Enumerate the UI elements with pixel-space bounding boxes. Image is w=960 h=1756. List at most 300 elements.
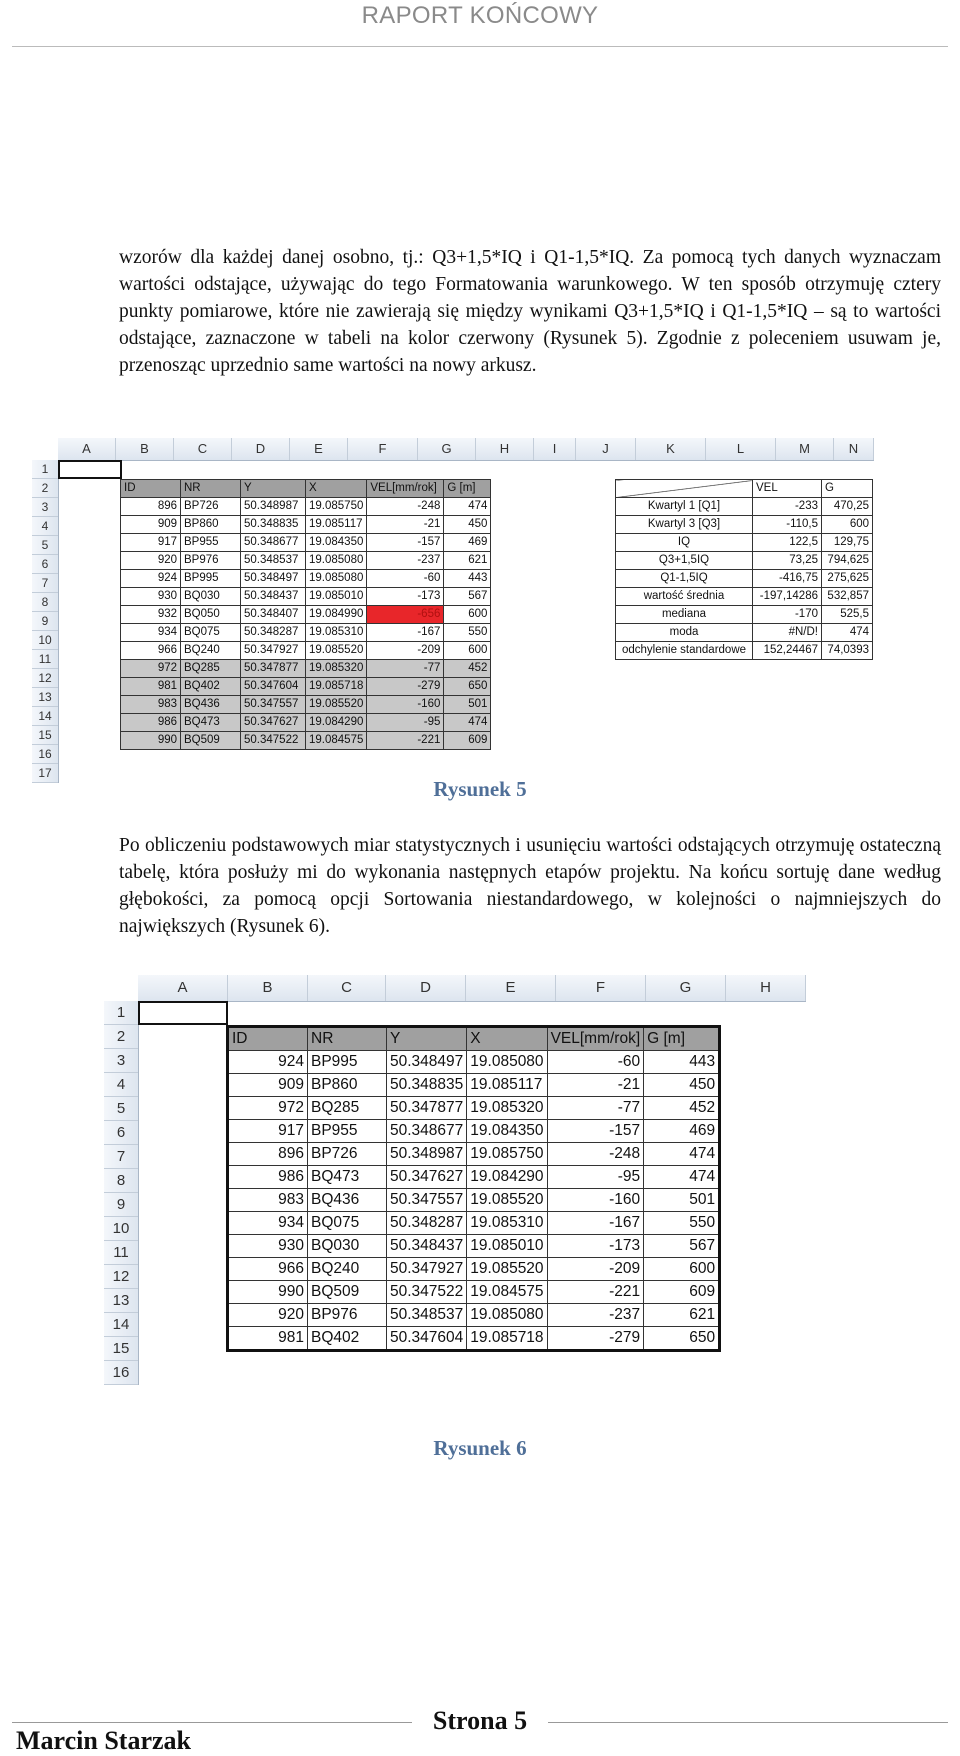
table-row	[228, 1304, 720, 1327]
cell: BQ436	[181, 696, 241, 714]
row-header: 4	[104, 1073, 138, 1097]
cell: 452	[444, 660, 491, 678]
cell: BQ473	[308, 1166, 387, 1189]
stats-cell: odchylenie standardowe	[616, 642, 753, 660]
stats-cell: 470,25	[822, 498, 873, 516]
stats-cell: 600	[822, 516, 873, 534]
cell: 909	[121, 516, 181, 534]
cell: 474	[444, 498, 491, 516]
column-headers	[138, 975, 806, 1002]
cell: 50.347557	[387, 1189, 467, 1212]
row-header: 17	[32, 764, 58, 783]
cell: 19.085520	[467, 1189, 547, 1212]
stats-cell: wartość średnia	[616, 588, 753, 606]
cell: 50.347627	[241, 714, 306, 732]
row-header: 13	[32, 688, 58, 707]
stats-cell: 532,857	[822, 588, 873, 606]
table-row	[228, 1189, 720, 1212]
table-row	[228, 1258, 720, 1281]
cell: 19.084290	[306, 714, 367, 732]
table-row	[228, 1235, 720, 1258]
stats-row	[616, 642, 873, 660]
cell: 50.348537	[387, 1304, 467, 1327]
cell: 600	[444, 642, 491, 660]
table-row	[121, 732, 491, 750]
cell: -173	[547, 1235, 644, 1258]
cell: -221	[367, 732, 444, 750]
cell: 934	[228, 1212, 308, 1235]
header-cell: X	[306, 480, 367, 498]
cell: 986	[121, 714, 181, 732]
cell: 19.085310	[306, 624, 367, 642]
table-row	[228, 1074, 720, 1097]
cell: BP995	[181, 570, 241, 588]
cell: BQ050	[181, 606, 241, 624]
header-cell: Y	[241, 480, 306, 498]
table-row	[228, 1120, 720, 1143]
header-cell: ID	[228, 1027, 308, 1051]
cell: BP860	[181, 516, 241, 534]
header-cell: NR	[181, 480, 241, 498]
header-cell: VEL[mm/rok]	[547, 1027, 644, 1051]
cell: 450	[444, 516, 491, 534]
cell: 896	[228, 1143, 308, 1166]
header-cell: Y	[387, 1027, 467, 1051]
cell: 450	[644, 1074, 720, 1097]
cell: 621	[444, 552, 491, 570]
table-row	[228, 1097, 720, 1120]
cell: BQ030	[181, 588, 241, 606]
cell: -248	[547, 1143, 644, 1166]
intro-paragraph: wzorów dla każdej danej osobno, tj.: Q3+1,5*IQ i Q1-1,5*IQ. Za pomocą tych danych wyznaczam wartości odstające, używając do tego Formatowania warunkowego. W ten sposób otrzymuję cztery punkty pomiarowe, które nie zawierają się między wynikami Q3+1,5*IQ i Q1-1,5*IQ – są to wartości odstające, zaznaczone w tabeli na kolor czerwony (Rysunek 5). Zgodnie z poleceniem usuwam je, przenosząc uprzednio same wartości na nowy arkusz.	[119, 247, 941, 376]
cell: 19.085750	[467, 1143, 547, 1166]
cell: 930	[121, 588, 181, 606]
table-row	[228, 1051, 720, 1074]
cell: BQ402	[308, 1327, 387, 1351]
figure-6-caption: Rysunek 6	[433, 1436, 527, 1460]
cell: -237	[547, 1304, 644, 1327]
stats-header-cell: G	[822, 480, 873, 498]
cell: 19.085520	[467, 1258, 547, 1281]
cell: -60	[367, 570, 444, 588]
header-cell: G [m]	[444, 480, 491, 498]
cell: 983	[121, 696, 181, 714]
cell: -77	[547, 1097, 644, 1120]
cell: 567	[644, 1235, 720, 1258]
row-header: 6	[32, 555, 58, 574]
stats-cell: 73,25	[753, 552, 822, 570]
table-row	[228, 1327, 720, 1351]
cell: 474	[644, 1143, 720, 1166]
cell: BQ240	[181, 642, 241, 660]
row-header: 3	[32, 498, 58, 517]
table-row	[121, 534, 491, 552]
cell: -279	[367, 678, 444, 696]
cell: -160	[547, 1189, 644, 1212]
cell: BQ436	[308, 1189, 387, 1212]
cell: 19.085320	[467, 1097, 547, 1120]
stats-cell: -110,5	[753, 516, 822, 534]
row-header: 16	[32, 745, 58, 764]
table-row	[121, 624, 491, 642]
cell: BP976	[308, 1304, 387, 1327]
column-header: E	[290, 438, 348, 460]
row-header: 15	[104, 1337, 138, 1361]
stats-cell: Kwartyl 3 [Q3]	[616, 516, 753, 534]
cell: 50.348835	[387, 1074, 467, 1097]
row-header: 2	[104, 1025, 138, 1049]
cell: 443	[644, 1051, 720, 1074]
cell: -173	[367, 588, 444, 606]
cell: 621	[644, 1304, 720, 1327]
cell: 19.085718	[467, 1327, 547, 1351]
row-header: 7	[104, 1145, 138, 1169]
page-number: Strona 5	[432, 1706, 528, 1735]
selected-cell[interactable]	[138, 1001, 228, 1025]
row-header: 11	[32, 650, 58, 669]
row-header: 14	[104, 1313, 138, 1337]
cell: -21	[367, 516, 444, 534]
cell: 990	[228, 1281, 308, 1304]
cell: 474	[644, 1166, 720, 1189]
table-row	[121, 714, 491, 732]
cell: 909	[228, 1074, 308, 1097]
cell: 50.347627	[387, 1166, 467, 1189]
cell: 50.347877	[387, 1097, 467, 1120]
header-title: RAPORT KOŃCOWY	[361, 2, 599, 29]
cell: -167	[367, 624, 444, 642]
cell: 50.348287	[387, 1212, 467, 1235]
table-header-row	[121, 480, 491, 498]
table-row	[121, 606, 491, 624]
cell: 650	[444, 678, 491, 696]
row-header: 14	[32, 707, 58, 726]
cell: -157	[547, 1120, 644, 1143]
stats-cell: 122,5	[753, 534, 822, 552]
table-row	[228, 1212, 720, 1235]
cell: -167	[547, 1212, 644, 1235]
header-cell: X	[467, 1027, 547, 1051]
cell: 50.348987	[241, 498, 306, 516]
column-header: A	[58, 438, 116, 460]
cell: -209	[547, 1258, 644, 1281]
cell: 983	[228, 1189, 308, 1212]
cell: 50.348407	[241, 606, 306, 624]
column-header: H	[476, 438, 534, 460]
cell: 19.085117	[306, 516, 367, 534]
table-row	[121, 642, 491, 660]
stats-row	[616, 588, 873, 606]
stats-cell: #N/D!	[753, 624, 822, 642]
stats-cell: mediana	[616, 606, 753, 624]
header-cell: VEL[mm/rok]	[367, 480, 444, 498]
cell: 50.348835	[241, 516, 306, 534]
row-header: 12	[32, 669, 58, 688]
cell: 609	[444, 732, 491, 750]
row-header: 15	[32, 726, 58, 745]
table-row	[121, 660, 491, 678]
stats-row	[616, 570, 873, 588]
header-cell: NR	[308, 1027, 387, 1051]
row-header: 12	[104, 1265, 138, 1289]
cell: 567	[444, 588, 491, 606]
table-row	[121, 516, 491, 534]
cell: 50.347877	[241, 660, 306, 678]
row-headers	[104, 1001, 139, 1385]
cell: BP955	[308, 1120, 387, 1143]
column-header: F	[348, 438, 418, 460]
cell: 474	[444, 714, 491, 732]
cell: 920	[228, 1304, 308, 1327]
cell: 50.347604	[387, 1327, 467, 1351]
column-header: D	[386, 975, 466, 1001]
cell: 609	[644, 1281, 720, 1304]
cell: -221	[547, 1281, 644, 1304]
cell: -279	[547, 1327, 644, 1351]
cell: BQ075	[308, 1212, 387, 1235]
header-cell: G [m]	[644, 1027, 720, 1051]
cell: 600	[644, 1258, 720, 1281]
column-header: D	[232, 438, 290, 460]
cell: -160	[367, 696, 444, 714]
cell: 501	[644, 1189, 720, 1212]
row-header: 2	[32, 479, 58, 498]
column-header: M	[776, 438, 834, 460]
table-row	[121, 552, 491, 570]
cell: 443	[444, 570, 491, 588]
stats-cell: -416,75	[753, 570, 822, 588]
cell: 19.085080	[467, 1304, 547, 1327]
stats-header-row	[616, 480, 873, 498]
stats-row	[616, 516, 873, 534]
cell: 19.085080	[306, 570, 367, 588]
cell: 19.085718	[306, 678, 367, 696]
row-header: 13	[104, 1289, 138, 1313]
cell: 50.348497	[241, 570, 306, 588]
cell: 50.348437	[387, 1235, 467, 1258]
cell: -95	[367, 714, 444, 732]
row-header: 10	[104, 1217, 138, 1241]
cell: 924	[228, 1051, 308, 1074]
cell: 19.085080	[467, 1051, 547, 1074]
cell: 50.347604	[241, 678, 306, 696]
cell: 19.085010	[306, 588, 367, 606]
column-header: K	[636, 438, 706, 460]
row-header: 11	[104, 1241, 138, 1265]
stats-cell: 74,0393	[822, 642, 873, 660]
table-row	[228, 1281, 720, 1304]
column-header: I	[534, 438, 576, 460]
cell: BP955	[181, 534, 241, 552]
cell: BP726	[308, 1143, 387, 1166]
cell: BQ075	[181, 624, 241, 642]
cell: 19.085520	[306, 696, 367, 714]
cell: 966	[121, 642, 181, 660]
cell: 981	[121, 678, 181, 696]
cell: 19.084290	[467, 1166, 547, 1189]
cell: 50.347927	[387, 1258, 467, 1281]
cell: 986	[228, 1166, 308, 1189]
cell: BQ473	[181, 714, 241, 732]
table-row	[121, 588, 491, 606]
cell: 19.084350	[306, 534, 367, 552]
row-header: 5	[32, 536, 58, 555]
cell: 19.085520	[306, 642, 367, 660]
table-row	[121, 570, 491, 588]
cell: -157	[367, 534, 444, 552]
stats-cell: 794,625	[822, 552, 873, 570]
cell: 550	[644, 1212, 720, 1235]
row-headers	[32, 460, 59, 783]
stats-row	[616, 606, 873, 624]
spreadsheet-figure-6	[104, 975, 864, 1380]
cell: BP976	[181, 552, 241, 570]
cell: 50.347522	[387, 1281, 467, 1304]
stats-cell: -233	[753, 498, 822, 516]
cell: 50.348677	[387, 1120, 467, 1143]
stats-cell: 129,75	[822, 534, 873, 552]
stats-cell: 474	[822, 624, 873, 642]
cell: 50.348537	[241, 552, 306, 570]
cell: 934	[121, 624, 181, 642]
cell: 452	[644, 1097, 720, 1120]
column-header: H	[726, 975, 806, 1001]
table-row	[121, 498, 491, 516]
cell: 924	[121, 570, 181, 588]
cell: 501	[444, 696, 491, 714]
cell: 930	[228, 1235, 308, 1258]
cell: BQ285	[181, 660, 241, 678]
row-header: 9	[32, 612, 58, 631]
cell: BQ030	[308, 1235, 387, 1258]
stats-header-cell: VEL	[753, 480, 822, 498]
cell: -656	[367, 606, 444, 624]
column-header: J	[576, 438, 636, 460]
cell: BP860	[308, 1074, 387, 1097]
cell: BQ285	[308, 1097, 387, 1120]
cell: 932	[121, 606, 181, 624]
cell: 19.085310	[467, 1212, 547, 1235]
cell: 50.348287	[241, 624, 306, 642]
stats-cell: 152,24467	[753, 642, 822, 660]
cell: 972	[121, 660, 181, 678]
cell: 650	[644, 1327, 720, 1351]
row-header: 4	[32, 517, 58, 536]
cell: 19.085080	[306, 552, 367, 570]
column-header: F	[556, 975, 646, 1001]
cell: 19.085117	[467, 1074, 547, 1097]
stats-cell: Q3+1,5IQ	[616, 552, 753, 570]
column-header: N	[834, 438, 874, 460]
column-header: C	[174, 438, 232, 460]
cell: BP995	[308, 1051, 387, 1074]
cell: -248	[367, 498, 444, 516]
stats-cell: Kwartyl 1 [Q1]	[616, 498, 753, 516]
selected-cell[interactable]	[58, 460, 122, 479]
cell: 19.085010	[467, 1235, 547, 1258]
column-headers	[58, 438, 874, 461]
cell: 469	[444, 534, 491, 552]
cell: 50.347927	[241, 642, 306, 660]
data-table	[120, 479, 491, 750]
row-header: 7	[32, 574, 58, 593]
column-header: B	[228, 975, 308, 1001]
row-header: 5	[104, 1097, 138, 1121]
cell: 990	[121, 732, 181, 750]
middle-paragraph: Po obliczeniu podstawowych miar statystycznych i usunięciu wartości odstających otrzymuję ostateczną tabelę, która posłuży mi do wykonania następnych etapów projektu. Na końcu sortuję dane według głębokości, za pomocą opcji Sortowania niestandardowego, w kolejności o najmniejszych do największych (Rysunek 6).	[119, 835, 941, 937]
cell: 50.348437	[241, 588, 306, 606]
table-row	[228, 1143, 720, 1166]
cell: 50.348677	[241, 534, 306, 552]
column-header: E	[466, 975, 556, 1001]
cell: 19.085320	[306, 660, 367, 678]
column-header: B	[116, 438, 174, 460]
author-name: Marcin Starzak	[16, 1726, 191, 1755]
row-header: 10	[32, 631, 58, 650]
table-header-row	[228, 1027, 720, 1051]
cell: 550	[444, 624, 491, 642]
stats-cell: 275,625	[822, 570, 873, 588]
stats-cell: moda	[616, 624, 753, 642]
column-header: G	[646, 975, 726, 1001]
column-header: G	[418, 438, 476, 460]
cell: 19.084350	[467, 1120, 547, 1143]
row-header: 9	[104, 1193, 138, 1217]
row-header: 8	[32, 593, 58, 612]
cell: -209	[367, 642, 444, 660]
cell: 920	[121, 552, 181, 570]
cell: 469	[644, 1120, 720, 1143]
stats-row	[616, 624, 873, 642]
cell: 19.084990	[306, 606, 367, 624]
table-row	[228, 1166, 720, 1189]
statistics-table	[615, 479, 873, 660]
column-header: A	[138, 975, 228, 1001]
cell: 50.347522	[241, 732, 306, 750]
row-header: 1	[104, 1001, 138, 1025]
row-header: 3	[104, 1049, 138, 1073]
table-row	[121, 696, 491, 714]
cell: -95	[547, 1166, 644, 1189]
table-row	[121, 678, 491, 696]
column-header: C	[308, 975, 386, 1001]
cell: 600	[444, 606, 491, 624]
column-header: L	[706, 438, 776, 460]
cell: 966	[228, 1258, 308, 1281]
header-cell: ID	[121, 480, 181, 498]
cell: 917	[121, 534, 181, 552]
stats-row	[616, 552, 873, 570]
stats-row	[616, 498, 873, 516]
page-header	[12, 0, 948, 47]
cell: 50.348497	[387, 1051, 467, 1074]
cell: 972	[228, 1097, 308, 1120]
cell: 917	[228, 1120, 308, 1143]
figure-5-caption: Rysunek 5	[433, 777, 527, 801]
cell: 50.348987	[387, 1143, 467, 1166]
row-header: 8	[104, 1169, 138, 1193]
cell: -77	[367, 660, 444, 678]
cell: 19.084575	[306, 732, 367, 750]
stats-cell: Q1-1,5IQ	[616, 570, 753, 588]
cell: BQ402	[181, 678, 241, 696]
cell: BQ509	[308, 1281, 387, 1304]
cell: BP726	[181, 498, 241, 516]
row-header: 16	[104, 1361, 138, 1385]
cell: -60	[547, 1051, 644, 1074]
cell: 896	[121, 498, 181, 516]
stats-cell: -170	[753, 606, 822, 624]
